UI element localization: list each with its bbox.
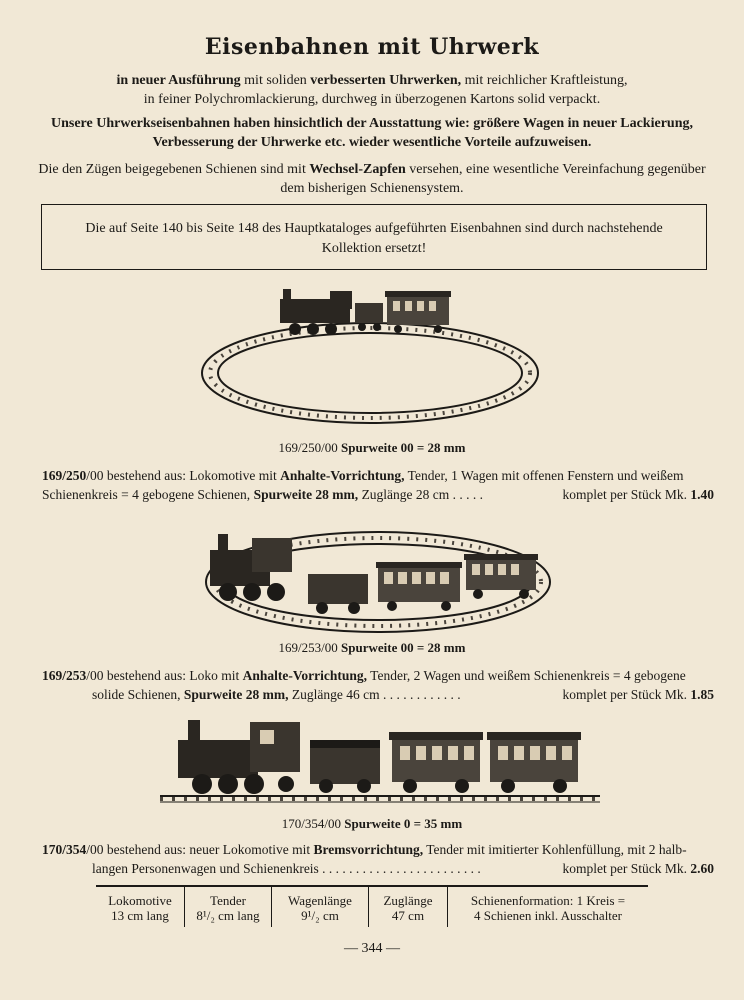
intro-line-1: in neuer Ausführung mit soliden verbesserten Uhrwerken, mit reichlicher Kraftleistung,: [116, 73, 628, 88]
notice-line-1: Die auf Seite 140 bis Seite 148 des Hauptkataloges aufgeführten Eisenbahnen sind durch nachstehende: [85, 221, 663, 236]
rail-note-line-1: Die den Zügen beigegebenen Schienen sind mit Wechsel-Zapfen versehen, eine wesentliche Vereinfachung gegenüber: [38, 162, 706, 177]
caption-3: 170/354/00 Spurweite 0 = 35 mm: [281, 816, 463, 831]
train-illustration-1: [195, 285, 550, 435]
tender-icon: [355, 303, 383, 331]
page-number: — 344 —: [344, 941, 400, 956]
spec-tender: Tender 8¹/₂ cm lang: [185, 887, 272, 927]
caption-1: 169/250/00 Spurweite 00 = 28 mm: [278, 440, 466, 455]
replacement-notice-box: [41, 204, 707, 270]
intro-line-2: in feiner Polychromlackierung, durchweg in überzogenen Kartons solid verpackt.: [143, 92, 601, 107]
locomotive-icon: [210, 534, 292, 601]
specs-table: [96, 885, 648, 927]
caption-2: 169/253/00 Spurweite 00 = 28 mm: [278, 640, 466, 655]
tender-icon: [310, 740, 380, 793]
passenger-car-icon: [464, 554, 538, 599]
product-169-253: 169/253/00 bestehend aus: Loko mit Anhalte-Vorrichtung, Tender, 2 Wagen und weißem Schienenkreis = 4 gebogene solide Schienen, Spurweite 28 mm, Zuglänge 46 cm . . . . . . . . . . . . komplet per Stück Mk. 1.85: [42, 668, 714, 702]
passenger-car-icon: [487, 732, 581, 793]
passenger-car-icon: [389, 732, 483, 793]
feature-line-2: Verbesserung der Uhrwerke etc. wieder wesentliche Vorteile aufzuweisen.: [152, 135, 592, 150]
passenger-car-icon: [376, 562, 462, 611]
train-illustration-3: [160, 716, 600, 810]
locomotive-icon: [178, 720, 300, 794]
spec-train-length: Zuglänge 47 cm: [369, 887, 448, 927]
feature-line-1: Unsere Uhrwerkseisenbahnen haben hinsichtlich der Ausstattung wie: größere Wagen in neuer Lackierung,: [51, 116, 693, 131]
spec-track-formation: Schienenformation: 1 Kreis = 4 Schienen inkl. Ausschalter: [470, 893, 626, 923]
product-169-250: 169/250/00 bestehend aus: Lokomotive mit Anhalte-Vorrichtung, Tender, 1 Wagen mit offenen Fenstern und weißem Schienenkreis = 4 gebogene Schienen, Spurweite 28 mm, Zuglänge 28 cm . . . . . komplet per Stück Mk. 1.40: [42, 468, 714, 502]
rail-note-line-2: dem bisherigen Schienensystem.: [280, 181, 464, 196]
train-illustration-2: [200, 520, 555, 638]
spec-locomotive: Lokomotive 13 cm lang: [96, 887, 185, 927]
notice-line-2: Kollektion ersetzt!: [321, 241, 427, 256]
tender-icon: [308, 574, 368, 614]
page-title: Eisenbahnen mit Uhrwerk: [204, 34, 540, 60]
locomotive-icon: [280, 289, 352, 335]
product-170-354: 170/354/00 bestehend aus: neuer Lokomotive mit Bremsvorrichtung, Tender mit imitierter Kohlenfüllung, mit 2 halb- langen Personenwagen und Schienenkreis . . . . . . . . . . . . . . . . . . . . . . . . komplet per Stück Mk. 2.60: [42, 842, 714, 876]
passenger-car-icon: [385, 291, 451, 333]
spec-car-length: Wagenlänge 9¹/₂ cm: [272, 887, 369, 927]
